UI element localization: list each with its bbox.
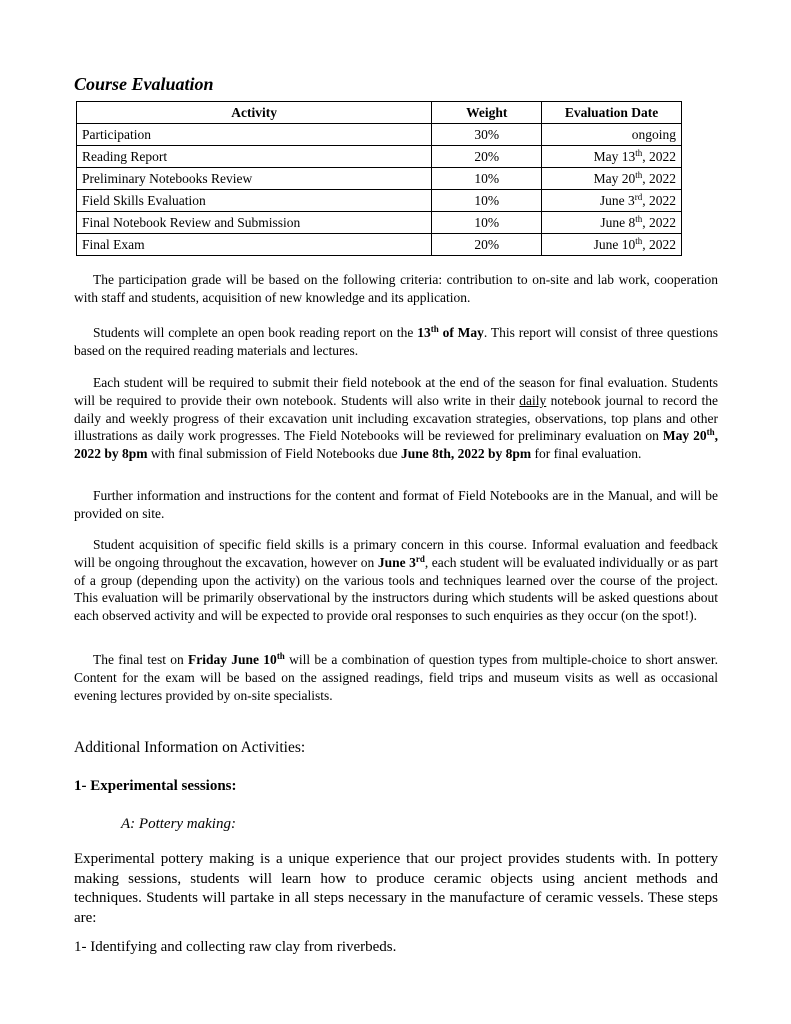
- cell-weight: 20%: [432, 146, 542, 168]
- cell-activity: Final Exam: [77, 234, 432, 256]
- evaluation-table: [76, 101, 682, 256]
- additional-info-heading: Additional Information on Activities:: [74, 739, 306, 756]
- cell-activity: Final Notebook Review and Submission: [77, 212, 432, 234]
- cell-activity: Preliminary Notebooks Review: [77, 168, 432, 190]
- paragraph-field-skills: Student acquisition of specific field skills is a primary concern in this course. Informal evaluation and feedback will be ongoing throughout the excavation, however on June 3rd, each student will be evaluated individually or as part of a group (depending upon the activity) on the various tools and techniques learned over the course of the project. This evaluation will be primarily observational by the instructors during which students will be asked questions about each observed activity and will be expected to provide oral responses to such enquiries as they occur (on the spot!).: [74, 537, 718, 624]
- paragraph-field-notebook: Each student will be required to submit their field notebook at the end of the season for final evaluation. Students will be required to provide their own notebook. Students will also write in their daily notebook journal to record the daily and weekly progress of their excavation unit including excavation strategies, observations, top plans and other illustrations as daily work progresses. The Field Notebooks will be reviewed for preliminary evaluation on May 20th, 2022 by 8pm with final submission of Field Notebooks due June 8th, 2022 by 8pm for final evaluation.: [74, 375, 719, 462]
- header-evaluation-date: Evaluation Date: [542, 102, 682, 124]
- cell-weight: 10%: [432, 212, 542, 234]
- step-item-1: 1- Identifying and collecting raw clay from riverbeds.: [74, 939, 397, 955]
- cell-activity: Field Skills Evaluation: [77, 190, 432, 212]
- cell-weight: 20%: [432, 234, 542, 256]
- table-row: [77, 124, 682, 146]
- paragraph-participation: The participation grade will be based on the following criteria: contribution to on-site and lab work, cooperation with staff and students, acquisition of new knowledge and its application.: [74, 272, 718, 305]
- header-weight: Weight: [432, 102, 542, 124]
- paragraph-further-info: Further information and instructions for the content and format of Field Notebooks are in the Manual, and will be provided on site.: [74, 488, 718, 521]
- paragraph-final-test: The final test on Friday June 10th will be a combination of question types from multiple-choice to short answer. Content for the exam will be based on the assigned readings, field trips and museum visits as well as occasional evening lectures provided by on-site specialists.: [74, 651, 718, 703]
- cell-activity: Participation: [77, 124, 432, 146]
- experimental-sessions-heading: 1- Experimental sessions:: [74, 778, 237, 794]
- cell-date: June 3rd, 2022: [542, 190, 682, 212]
- cell-weight: 30%: [432, 124, 542, 146]
- cell-activity: Reading Report: [77, 146, 432, 168]
- header-activity: Activity: [77, 102, 432, 124]
- table-row: [77, 234, 682, 256]
- cell-date: June 8th, 2022: [542, 212, 682, 234]
- cell-weight: 10%: [432, 190, 542, 212]
- table-row: [77, 212, 682, 234]
- cell-date: May 20th, 2022: [542, 168, 682, 190]
- table-row: [77, 146, 682, 168]
- table-header-row: [77, 102, 682, 124]
- cell-date: June 10th, 2022: [542, 234, 682, 256]
- table-row: [77, 168, 682, 190]
- cell-weight: 10%: [432, 168, 542, 190]
- paragraph-reading-report: Students will complete an open book reading report on the 13th of May. This report will consist of three questions based on the required reading materials and lectures.: [74, 324, 718, 358]
- paragraph-pottery: Experimental pottery making is a unique experience that our project provides students with. In pottery making sessions, students will learn how to produce ceramic objects using ancient methods and techniques. Students will partake in all steps necessary in the manufacture of ceramic vessels. These steps are:: [74, 851, 718, 926]
- section-title: Course Evaluation: [74, 74, 214, 94]
- cell-date: May 13th, 2022: [542, 146, 682, 168]
- cell-date: ongoing: [542, 124, 682, 146]
- pottery-making-heading: A: Pottery making:: [121, 816, 236, 832]
- table-row: [77, 190, 682, 212]
